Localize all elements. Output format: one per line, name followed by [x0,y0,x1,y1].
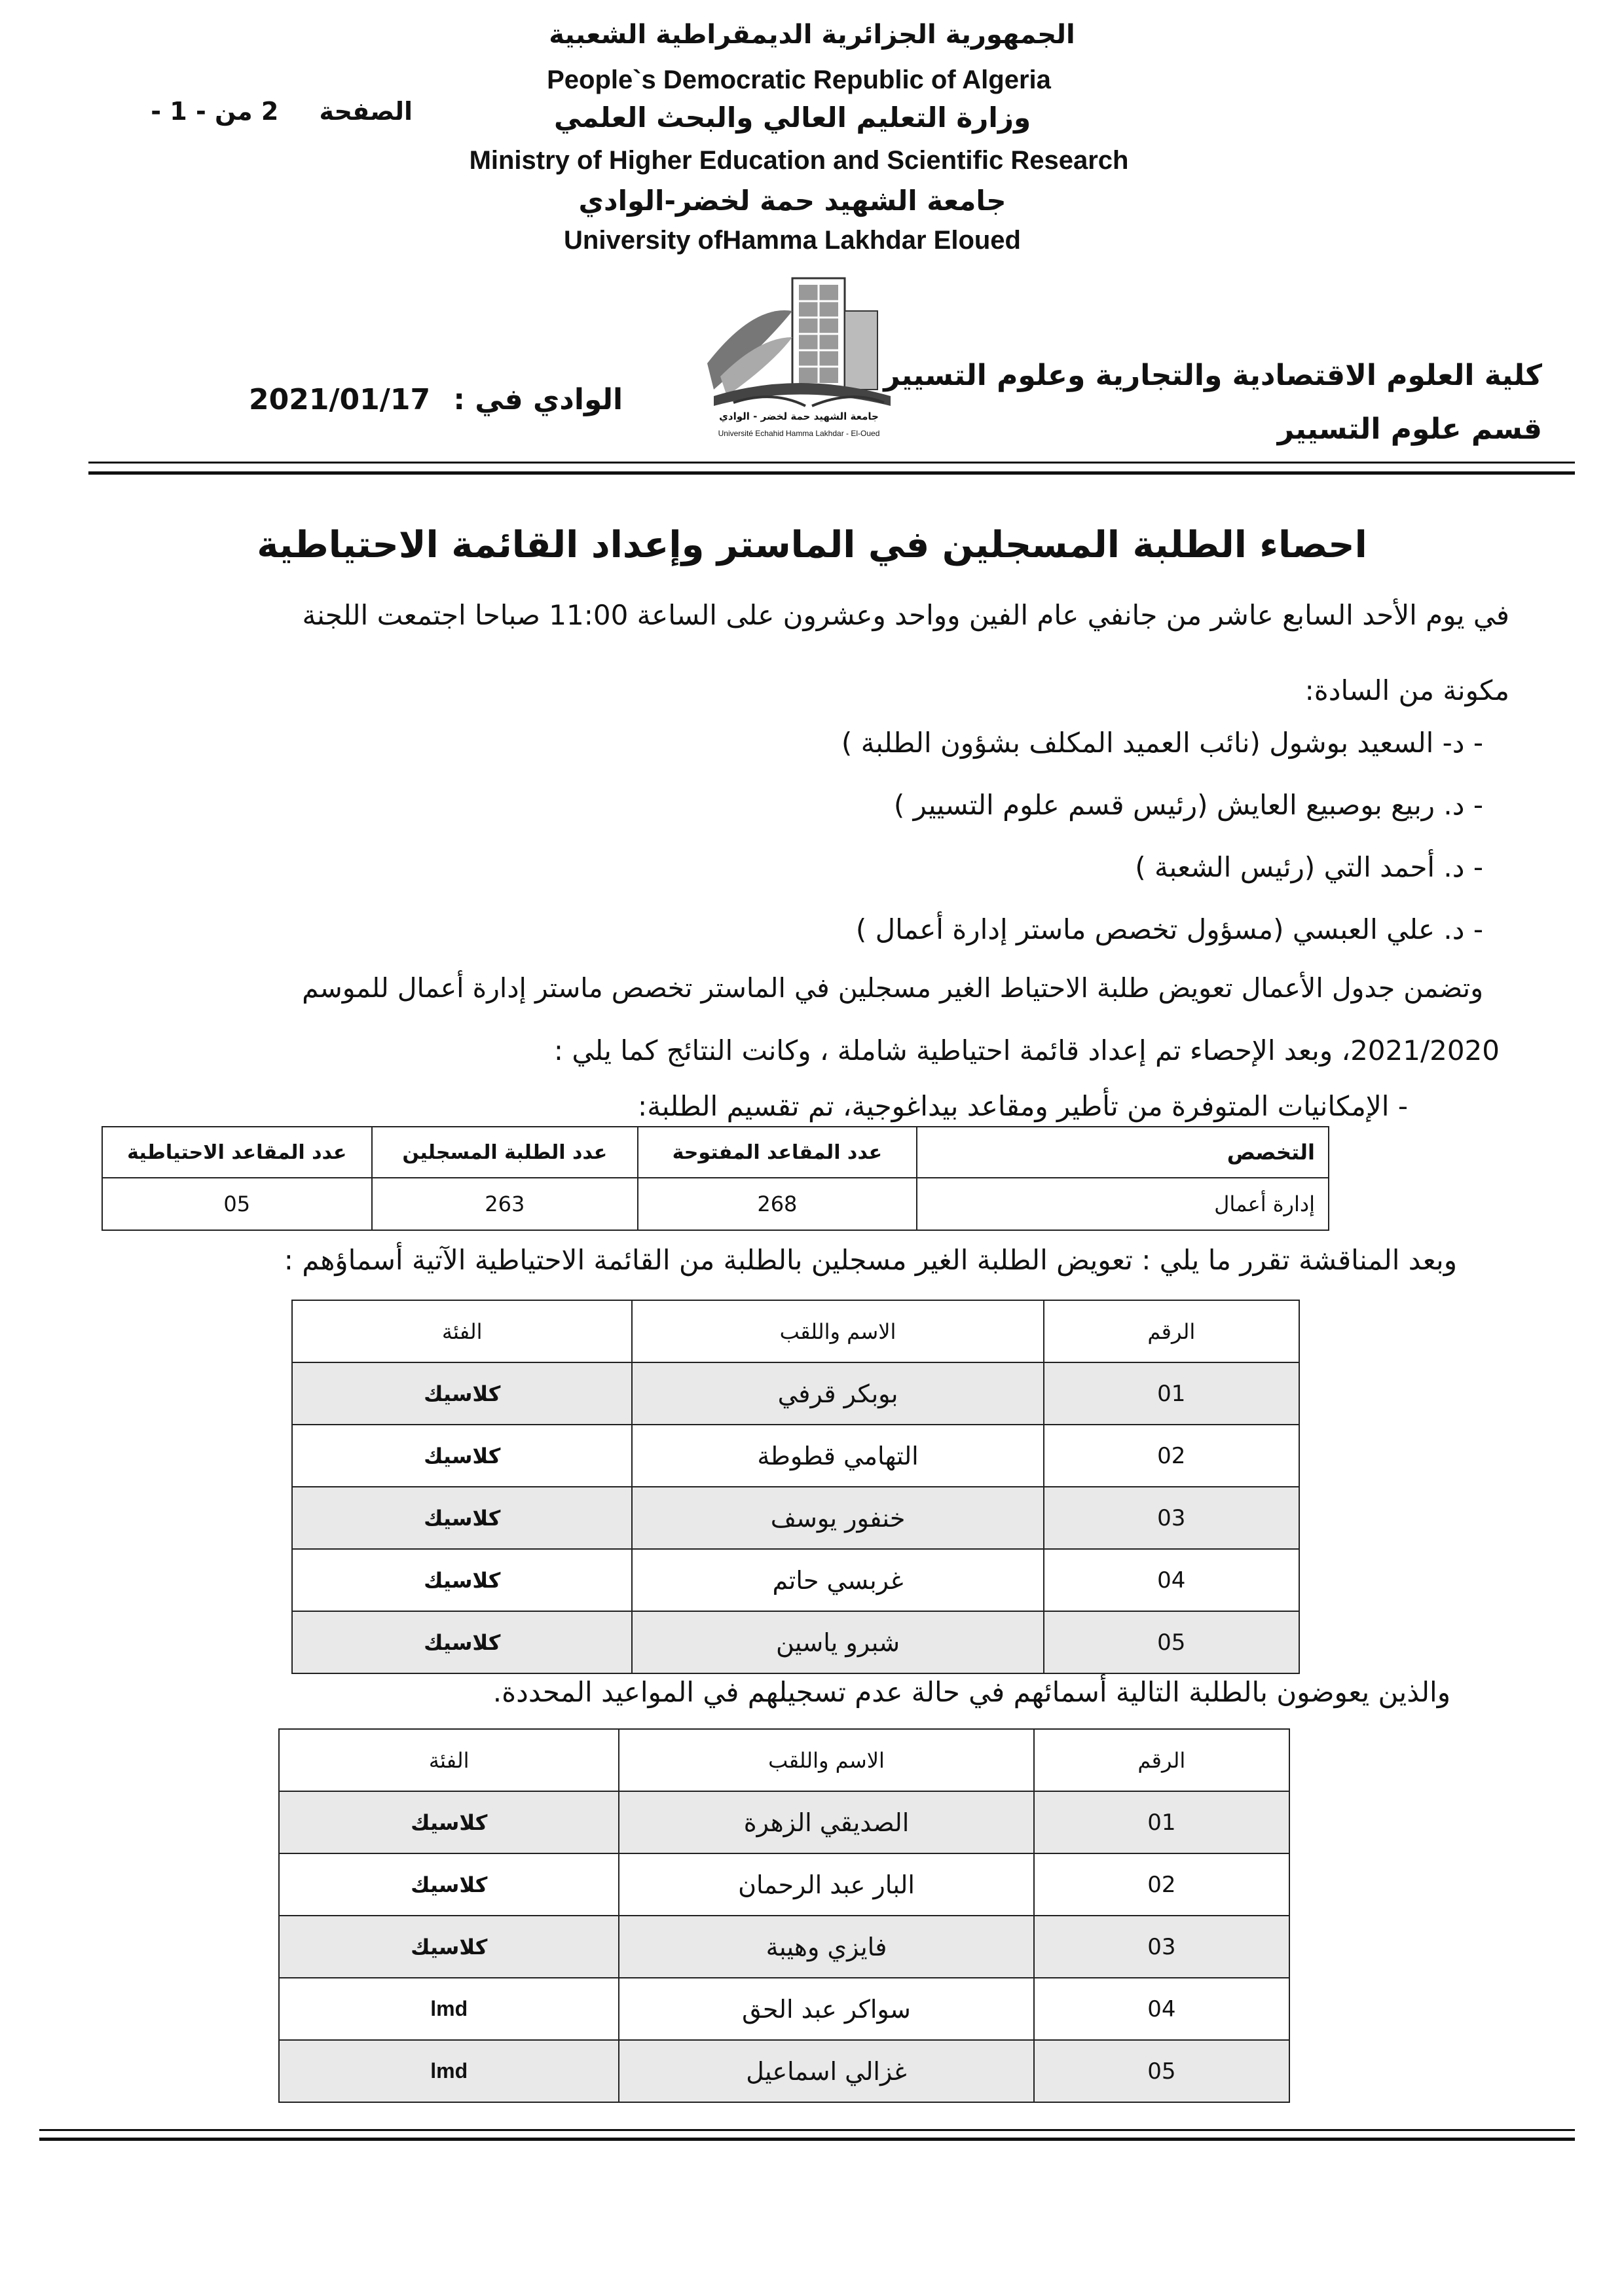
ministry-en: Ministry of Higher Education and Scientific Research [469,146,1129,175]
department-name: قسم علوم التسيير [1277,412,1542,446]
republic-en: People`s Democratic Republic of Algeria [547,65,1051,94]
student-name: سواكر عبد الحق [619,1978,1033,2040]
page-number: 2 من - 1 - [151,97,279,126]
header-rule-bottom [88,471,1575,475]
row-number: 03 [1034,1916,1289,1978]
page-indicator [138,97,413,126]
col-category-header: الفئة [279,1729,619,1791]
student-name: التهامي قطوطة [632,1425,1043,1487]
col-name-header: الاسم واللقب [619,1729,1033,1791]
ministry-ar: وزارة التعليم العالي والبحث العلمي [553,101,1031,134]
row-number: 02 [1034,1853,1289,1916]
student-category: كلاسيك [279,1791,619,1853]
student-category: كلاسيك [292,1611,632,1673]
table-row [279,1978,1289,2040]
registered-value: 263 [372,1178,638,1230]
row-number: 02 [1044,1425,1299,1487]
row-number: 05 [1034,2040,1289,2102]
footer-rule-top [39,2129,1575,2131]
reserve-table-header [279,1729,1289,1791]
place-label: الوادي في : [453,383,623,416]
col-number-header: الرقم [1044,1300,1299,1362]
table-row [292,1549,1299,1611]
col-number-header: الرقم [1034,1729,1289,1791]
header-rule-top [88,462,1575,464]
row-number: 04 [1044,1549,1299,1611]
logo-caption-ar: جامعة الشهيد حمة لخضر - الوادي [719,410,879,422]
col-specialty-header: التخصص [917,1127,1329,1178]
logo-caption-fr: Université Echahid Hamma Lakhdar - El-Oued [718,429,880,438]
faculty-name: كلية العلوم الاقتصادية والتجارية وعلوم التسيير [883,359,1542,392]
col-open-seats-header: عدد المقاعد المفتوحة [638,1127,917,1178]
student-category: lmd [279,1978,619,2040]
document-title: احصاء الطلبة المسجلين في الماستر وإعداد القائمة الاحتياطية [257,524,1367,566]
student-category: كلاسيك [292,1549,632,1611]
student-name: خنفور يوسف [632,1487,1043,1549]
replacement-table [291,1300,1300,1674]
member-1: - د- السعيد بوشول (نائب العميد المكلف بشؤون الطلبة ) [841,727,1483,759]
capacity-line: - الإمكانيات المتوفرة من تأطير ومقاعد بيداغوجية، تم تقسيم الطلبة: [638,1090,1408,1122]
table-row [292,1611,1299,1673]
student-name: فايزي وهيبة [619,1916,1033,1978]
student-name: غربسي حاتم [632,1549,1043,1611]
capacity-table-row [102,1178,1329,1230]
student-name: غزالي اسماعيل [619,2040,1033,2102]
student-category: كلاسيك [292,1425,632,1487]
member-4: - د. علي العبسي (مسؤول تخصص ماستر إدارة أعمال ) [855,913,1483,945]
student-category: lmd [279,2040,619,2102]
decision-line: وبعد المناقشة تقرر ما يلي : تعويض الطلبة الغير مسجلين بالطلبة من القائمة الاحتياطية الآتية أسماؤهم : [284,1244,1457,1276]
university-logo [694,265,904,448]
table-row [279,2040,1289,2102]
university-ar: جامعة الشهيد حمة لخضر-الوادي [578,185,1006,217]
table-row [279,1791,1289,1853]
col-category-header: الفئة [292,1300,632,1362]
republic-ar: الجمهورية الجزائرية الديمقراطية الشعبية [549,20,1075,50]
place-date [249,383,623,416]
student-name: شبرو ياسين [632,1611,1043,1673]
table-row [292,1362,1299,1425]
student-name: البار عبد الرحمان [619,1853,1033,1916]
student-name: بوبكر قرفي [632,1362,1043,1425]
table-row [292,1487,1299,1549]
row-number: 05 [1044,1611,1299,1673]
capacity-table-header [102,1127,1329,1178]
reserve-table [278,1728,1290,2103]
replacement-table-header [292,1300,1299,1362]
row-number: 01 [1034,1791,1289,1853]
member-3: - د. أحمد التي (رئيس الشعبة ) [1135,851,1483,883]
document-date: 2021/01/17 [249,383,431,416]
table-row [292,1425,1299,1487]
capacity-table [101,1126,1329,1231]
reserve-line: والذين يعوضون بالطلبة التالية أسمائهم في حالة عدم تسجيلهم في المواعيد المحددة. [492,1676,1450,1708]
member-2: - د. ربيع بوصبيع العايش (رئيس قسم علوم التسيير ) [893,789,1483,821]
open-seats-value: 268 [638,1178,917,1230]
footer-rule-bottom [39,2138,1575,2141]
col-registered-header: عدد الطلبة المسجلين [372,1127,638,1178]
student-category: كلاسيك [279,1853,619,1916]
row-number: 01 [1044,1362,1299,1425]
row-number: 04 [1034,1978,1289,2040]
row-number: 03 [1044,1487,1299,1549]
page-label: الصفحة [319,97,413,126]
intro-line-2: مكونة من السادة: [1304,674,1509,706]
col-reserve-seats-header: عدد المقاعد الاحتياطية [102,1127,372,1178]
reserve-seats-value: 05 [102,1178,372,1230]
intro-line-1: في يوم الأحد السابع عاشر من جانفي عام الفين وواحد وعشرون على الساعة 11:00 صباحا اجتمعت اللجنة [302,599,1509,631]
table-row [279,1853,1289,1916]
agenda-line-2: 2021/2020، وبعد الإحصاء تم إعداد قائمة احتياطية شاملة ، وكانت النتائج كما يلي : [553,1034,1500,1066]
col-name-header: الاسم واللقب [632,1300,1043,1362]
agenda-line-1: وتضمن جدول الأعمال تعويض طلبة الاحتياط الغير مسجلين في الماستر تخصص ماستر إدارة أعمال للموسم [302,972,1483,1004]
table-row [279,1916,1289,1978]
university-en: University ofHamma Lakhdar Eloued [564,226,1021,255]
student-category: كلاسيك [292,1487,632,1549]
student-category: كلاسيك [279,1916,619,1978]
student-name: الصديقي الزهرة [619,1791,1033,1853]
specialty-value: إدارة أعمال [917,1178,1329,1230]
student-category: كلاسيك [292,1362,632,1425]
